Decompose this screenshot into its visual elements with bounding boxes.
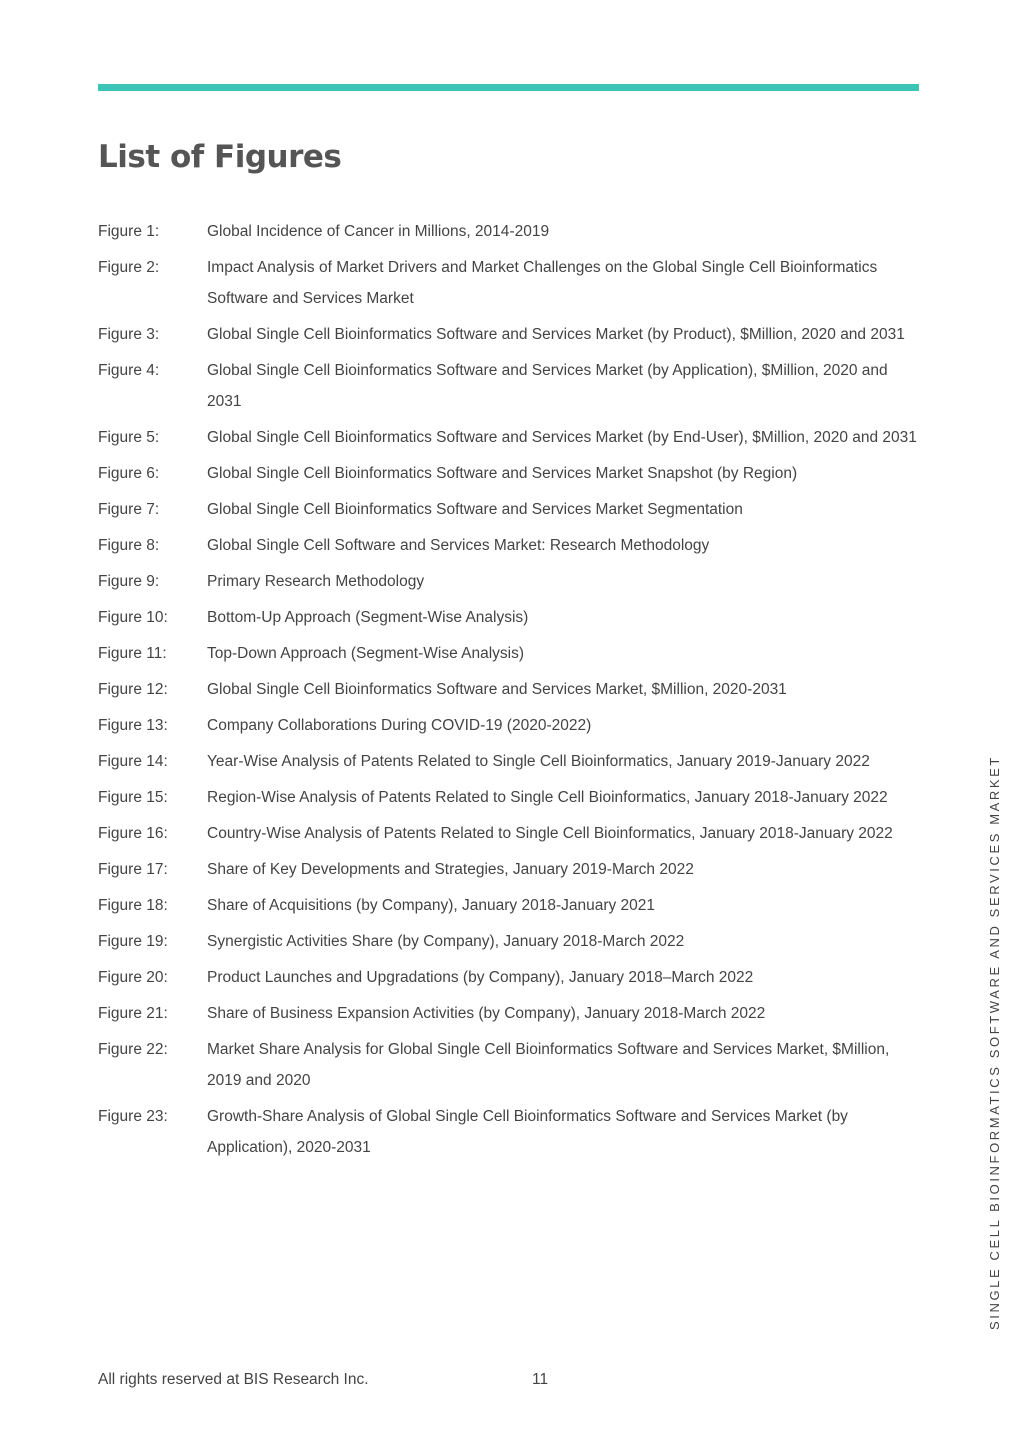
figure-caption: Global Single Cell Bioinformatics Software and Services Market (by End-User), $Million, 2020 and 2031 [207,429,917,446]
figure-number: Figure 15: [98,789,168,806]
figure-caption: Share of Business Expansion Activities (by Company), January 2018-March 2022 [207,1005,766,1022]
figure-caption: Global Single Cell Software and Services Market: Research Methodology [207,537,710,554]
figure-list-item [98,530,923,561]
figure-caption: Growth-Share Analysis of Global Single Cell Bioinformatics Software and Services Market (by Application), 2020-2031 [207,1108,848,1156]
side-running-title: SINGLE CELL BIOINFORMATICS SOFTWARE AND SERVICES MARKET [987,755,1002,1330]
figure-number: Figure 8: [98,537,160,554]
figure-number: Figure 19: [98,933,168,950]
figure-caption: Global Single Cell Bioinformatics Software and Services Market Segmentation [207,501,743,518]
figure-number: Figure 2: [98,259,160,276]
figure-list-item [98,602,923,633]
figure-caption: Year-Wise Analysis of Patents Related to Single Cell Bioinformatics, January 2019-January 2022 [207,753,870,770]
figure-list-item [98,319,923,350]
page-number: 11 [532,1371,549,1388]
figure-list-item [98,962,923,993]
figure-list-item [98,1034,923,1096]
figure-caption: Impact Analysis of Market Drivers and Market Challenges on the Global Single Cell Bioinformatics Software and Services Market [207,259,878,307]
figure-caption: Global Incidence of Cancer in Millions, 2014-2019 [207,223,550,240]
figure-caption: Synergistic Activities Share (by Company), January 2018-March 2022 [207,933,685,950]
figure-list-item [98,638,923,669]
figure-list-item [98,1101,923,1163]
figure-caption: Global Single Cell Bioinformatics Software and Services Market, $Million, 2020-2031 [207,681,787,698]
figure-number: Figure 9: [98,573,160,590]
header-accent-rule [98,84,919,91]
figure-caption: Share of Key Developments and Strategies, January 2019-March 2022 [207,861,694,878]
figure-list-item [98,674,923,705]
figure-list-item [98,854,923,885]
figure-number: Figure 4: [98,362,160,379]
footer-copyright: All rights reserved at BIS Research Inc. [98,1371,369,1388]
figure-caption: Primary Research Methodology [207,573,425,590]
figure-number: Figure 14: [98,753,168,770]
figure-list-item [98,926,923,957]
figure-number: Figure 23: [98,1108,168,1125]
figure-list-item [98,710,923,741]
figure-list-item [98,252,923,314]
figure-caption: Global Single Cell Bioinformatics Software and Services Market (by Application), $Million, 2020 and 2031 [207,362,888,410]
figure-caption: Global Single Cell Bioinformatics Software and Services Market Snapshot (by Region) [207,465,798,482]
figure-list-item [98,566,923,597]
figure-number: Figure 16: [98,825,168,842]
figure-caption: Market Share Analysis for Global Single Cell Bioinformatics Software and Services Market, $Million, 2019 and 2020 [207,1041,890,1089]
figure-list-item [98,458,923,489]
figure-caption: Global Single Cell Bioinformatics Software and Services Market (by Product), $Million, 2020 and 2031 [207,326,905,343]
figure-caption: Country-Wise Analysis of Patents Related to Single Cell Bioinformatics, January 2018-January 2022 [207,825,893,842]
figure-number: Figure 6: [98,465,160,482]
figure-list-item [98,216,923,247]
figure-number: Figure 12: [98,681,168,698]
figure-caption: Product Launches and Upgradations (by Company), January 2018–March 2022 [207,969,754,986]
figure-list [98,216,923,1168]
figure-list-item [98,818,923,849]
figure-caption: Company Collaborations During COVID-19 (2020-2022) [207,717,592,734]
figure-list-item [98,422,923,453]
figure-caption: Share of Acquisitions (by Company), January 2018-January 2021 [207,897,656,914]
figure-number: Figure 1: [98,223,160,240]
figure-caption: Region-Wise Analysis of Patents Related to Single Cell Bioinformatics, January 2018-January 2022 [207,789,888,806]
figure-number: Figure 18: [98,897,168,914]
figure-number: Figure 5: [98,429,160,446]
page-title: List of Figures [98,139,342,175]
figure-number: Figure 11: [98,645,167,662]
figure-caption: Top-Down Approach (Segment-Wise Analysis) [207,645,525,662]
figure-list-item [98,746,923,777]
figure-number: Figure 7: [98,501,160,518]
figure-number: Figure 3: [98,326,160,343]
figure-list-item [98,782,923,813]
figure-caption: Bottom-Up Approach (Segment-Wise Analysis) [207,609,529,626]
figure-list-item [98,890,923,921]
figure-list-item [98,998,923,1029]
figure-number: Figure 20: [98,969,168,986]
figure-number: Figure 22: [98,1041,168,1058]
figure-number: Figure 10: [98,609,168,626]
figure-list-item [98,355,923,417]
figure-list-item [98,494,923,525]
figure-number: Figure 17: [98,861,168,878]
figure-number: Figure 13: [98,717,168,734]
figure-number: Figure 21: [98,1005,168,1022]
